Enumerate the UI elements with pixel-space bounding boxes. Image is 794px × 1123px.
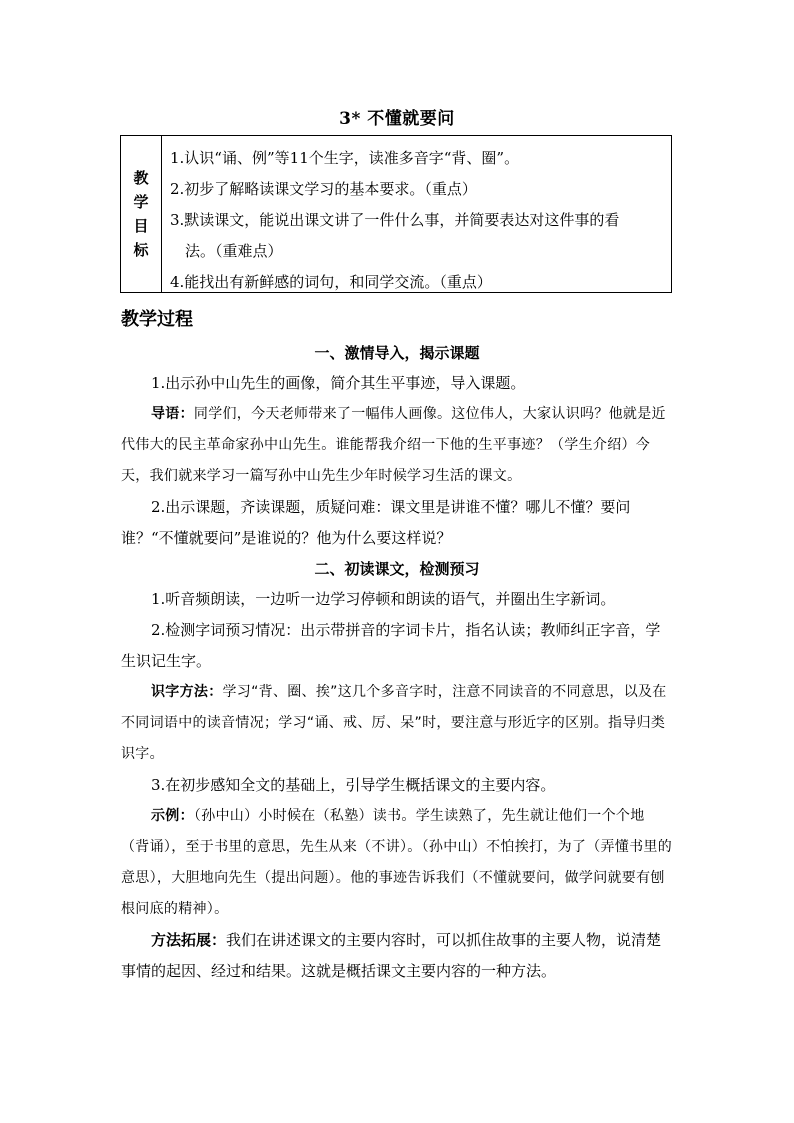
intro-script-paragraph xyxy=(121,399,673,492)
goal-item: 3.默读课文，能说出课文讲了一件什么事，并简要表达对这件事的看 xyxy=(170,211,620,229)
method-label: 识字方法： xyxy=(151,684,223,700)
extension-paragraph xyxy=(121,925,673,987)
extension-label: 方法拓展： xyxy=(151,931,227,949)
paragraph: 2.出示课题，齐读课题，质疑问难：课文里是讲谁不懂？哪儿不懂？要问谁？“不懂就要问”是谁说的？他为什么要这样说？ xyxy=(121,498,631,547)
process-content xyxy=(121,338,673,987)
goals-content-cell xyxy=(162,136,671,292)
goal-item: 1.认识“诵、例”等11个生字，读准多音字“背、圈”。 xyxy=(170,149,520,167)
example-paragraph xyxy=(121,801,673,925)
lesson-title: 3* 不懂就要问 xyxy=(339,109,455,129)
section-heading: 一、激情导入，揭示课题 xyxy=(314,344,480,362)
example-label: 示例： xyxy=(151,808,194,824)
extension-text: 我们在讲述课文的主要内容时，可以抓住故事的主要人物，说清楚事情的起因、经过和结果。这就是概括课文主要内容的一种方法。 xyxy=(121,931,662,980)
goal-item-continuation: 法。（重难点） xyxy=(185,242,283,260)
example-text: （孙中山）小时候在（私塾）读书。学生读熟了，先生就让他们一个个地（背诵），至于书里的意思，先生从来（不讲）。（孙中山）不怕挨打，为了（弄懂书里的意思），大胆地向先生（提出问题）。他的事迹告诉我们（不懂就要问，做学问就要有刨根问底的精神）。 xyxy=(121,808,672,917)
process-heading: 教学过程 xyxy=(121,309,193,330)
goals-heading-char: 学 xyxy=(133,193,149,211)
goals-heading-char: 标 xyxy=(133,241,149,259)
paragraph: 1.听音频朗读，一边听一边学习停顿和朗读的语气，并圈出生字新词。 xyxy=(151,590,616,608)
intro-text: 同学们，今天老师带来了一幅伟人画像。这位伟人，大家认识吗？他就是近代伟大的民主革命家孙中山先生。谁能帮我介绍一下他的生平事迹？（学生介绍）今天，我们就来学习一篇写孙中山先生少年时候学习生活的课文。 xyxy=(121,406,666,484)
goal-item: 4.能找出有新鲜感的词句，和同学交流。（重点） xyxy=(170,273,492,291)
goals-heading-cell xyxy=(121,136,162,292)
method-paragraph xyxy=(121,677,673,770)
method-text: 学习“背、圈、挨”这几个多音字时，注意不同读音的不同意思，以及在不同词语中的读音情况；学习“诵、戒、厉、呆”时，要注意与形近字的区别。指导归类识字。 xyxy=(121,684,667,762)
goals-heading-char: 教 xyxy=(133,169,149,187)
goals-heading-char: 目 xyxy=(133,217,149,235)
section-heading: 二、初读课文，检测预习 xyxy=(314,560,480,578)
goal-item: 2.初步了解略读课文学习的基本要求。（重点） xyxy=(170,180,477,198)
teaching-goals-table xyxy=(120,135,672,293)
paragraph: 1.出示孙中山先生的画像，简介其生平事迹，导入课题。 xyxy=(151,374,526,392)
intro-label: 导语： xyxy=(151,406,194,422)
paragraph: 2.检测字词预习情况：出示带拼音的字词卡片，指名认读；教师纠正字音，学生识记生字。 xyxy=(121,621,661,670)
paragraph: 3.在初步感知全文的基础上，引导学生概括课文的主要内容。 xyxy=(151,776,556,794)
